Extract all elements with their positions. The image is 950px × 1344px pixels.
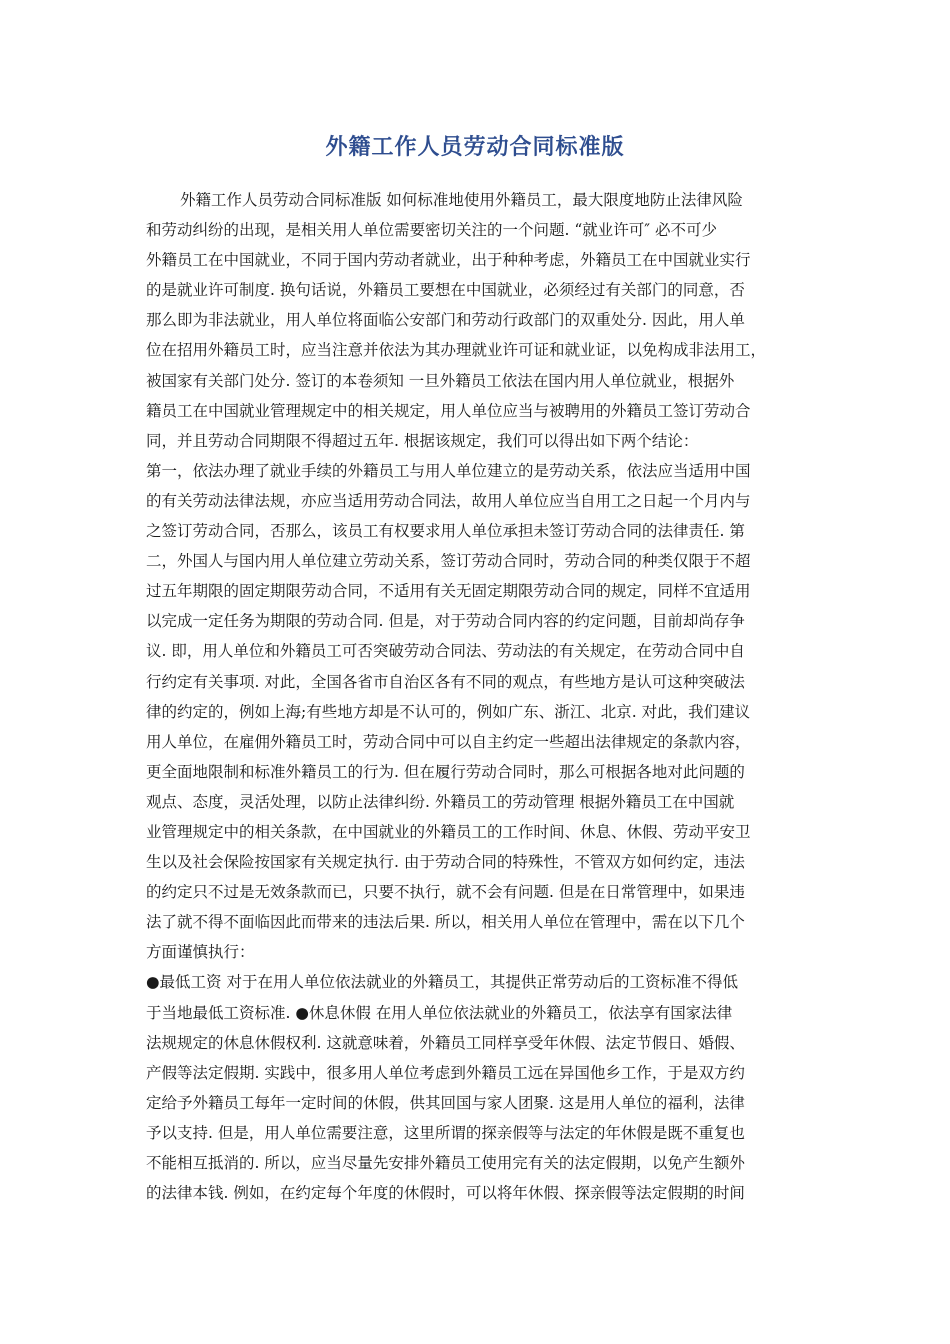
body-line: 同，并且劳动合同期限不得超过五年. 根据该规定，我们可以得出如下两个结论： (146, 431, 699, 450)
body-line: 过五年期限的固定期限劳动合同，不适用有关无固定期限劳动合同的规定，同样不宜适用 (146, 582, 751, 601)
body-line: 的有关劳动法律法规，亦应当适用劳动合同法，故用人单位应当自用工之日起一个月内与 (146, 491, 751, 510)
body-line: 观点、态度，灵活处理，以防止法律纠纷. 外籍员工的劳动管理 根据外籍员工在中国就 (146, 792, 735, 811)
body-line: 用人单位，在雇佣外籍员工时，劳动合同中可以自主约定一些超出法律规定的条款内容， (146, 732, 751, 751)
body-line: 的是就业许可制度. 换句话说，外籍员工要想在中国就业，必须经过有关部门的同意，否 (146, 281, 745, 300)
body-line: 法规规定的休息休假权利. 这就意味着，外籍员工同样享受年休假、法定节假日、婚假、 (146, 1033, 745, 1052)
body-line: 之签订劳动合同，否那么，该员工有权要求用人单位承担未签订劳动合同的法律责任. 第 (146, 522, 745, 541)
body-line: 和劳动纠纷的出现，是相关用人单位需要密切关注的一个问题. “就业许可″ 必不可少 (146, 221, 717, 240)
body-line: 不能相互抵消的. 所以，应当尽量先安排外籍员工使用完有关的法定假期，以免产生额外 (146, 1154, 745, 1172)
body-line: 方面谨慎执行： (146, 943, 255, 962)
body-line: 那么即为非法就业，用人单位将面临公安部门和劳动行政部门的双重处分. 因此，用人单 (146, 311, 745, 330)
document-title: 外籍工作人员劳动合同标准版 (325, 135, 625, 160)
body-line: 外籍员工在中国就业，不同于国内劳动者就业，出于种种考虑，外籍员工在中国就业实行 (146, 251, 751, 270)
document-body (146, 185, 816, 1208)
body-line: 以完成一定任务为期限的劳动合同. 但是，对于劳动合同内容的约定问题，目前却尚存争 (146, 612, 745, 631)
body-line: 外籍工作人员劳动合同标准版 如何标准地使用外籍员工，最大限度地防止法律风险 (180, 191, 743, 209)
body-line: 第一，依法办理了就业手续的外籍员工与用人单位建立的是劳动关系，依法应当适用中国 (146, 461, 751, 480)
body-line: 的法律本钱. 例如，在约定每个年度的休假时，可以将年休假、探亲假等法定假期的时间 (146, 1184, 745, 1203)
body-line: 更全面地限制和标准外籍员工的行为. 但在履行劳动合同时，那么可根据各地对此问题的 (146, 762, 745, 781)
body-line: 议. 即，用人单位和外籍员工可否突破劳动合同法、劳动法的有关规定，在劳动合同中自 (146, 642, 745, 661)
body-line: ●最低工资 对于在用人单位依法就业的外籍员工，其提供正常劳动后的工资标准不得低 (146, 973, 738, 992)
body-line: 产假等法定假期. 实践中，很多用人单位考虑到外籍员工远在异国他乡工作，于是双方约 (146, 1063, 745, 1082)
body-line: 二，外国人与国内用人单位建立劳动关系，签订劳动合同时，劳动合同的种类仅限于不超 (146, 552, 751, 571)
body-line: 行约定有关事项. 对此，全国各省市自治区各有不同的观点，有些地方是认可这种突破法 (146, 672, 745, 691)
body-line: 的约定只不过是无效条款而已，只要不执行，就不会有问题. 但是在日常管理中，如果违 (146, 883, 745, 902)
body-line: 被国家有关部门处分. 签订的本卷须知 一旦外籍员工依法在国内用人单位就业，根据外 (146, 371, 735, 390)
body-line: 法了就不得不面临因此而带来的违法后果. 所以，相关用人单位在管理中，需在以下几个 (146, 913, 745, 932)
body-line: 于当地最低工资标准. ●休息休假 在用人单位依法就业的外籍员工，依法享有国家法律 (146, 1003, 733, 1022)
body-line: 业管理规定中的相关条款，在中国就业的外籍员工的工作时间、休息、休假、劳动平安卫 (146, 822, 751, 841)
body-line: 予以支持. 但是，用人单位需要注意，这里所谓的探亲假等与法定的年休假是既不重复也 (146, 1123, 745, 1142)
body-line: 籍员工在中国就业管理规定中的相关规定，用人单位应当与被聘用的外籍员工签订劳动合 (146, 401, 751, 420)
body-line: 位在招用外籍员工时，应当注意并依法为其办理就业许可证和就业证，以免构成非法用工， (146, 341, 767, 360)
body-line: 律的约定的，例如上海;有些地方却是不认可的，例如广东、浙江、北京. 对此，我们建议 (146, 702, 751, 721)
body-line: 生以及社会保险按国家有关规定执行. 由于劳动合同的特殊性，不管双方如何约定，违法 (146, 853, 745, 872)
body-line: 定给予外籍员工每年一定时间的休假，供其回国与家人团聚. 这是用人单位的福利，法律 (146, 1093, 745, 1112)
